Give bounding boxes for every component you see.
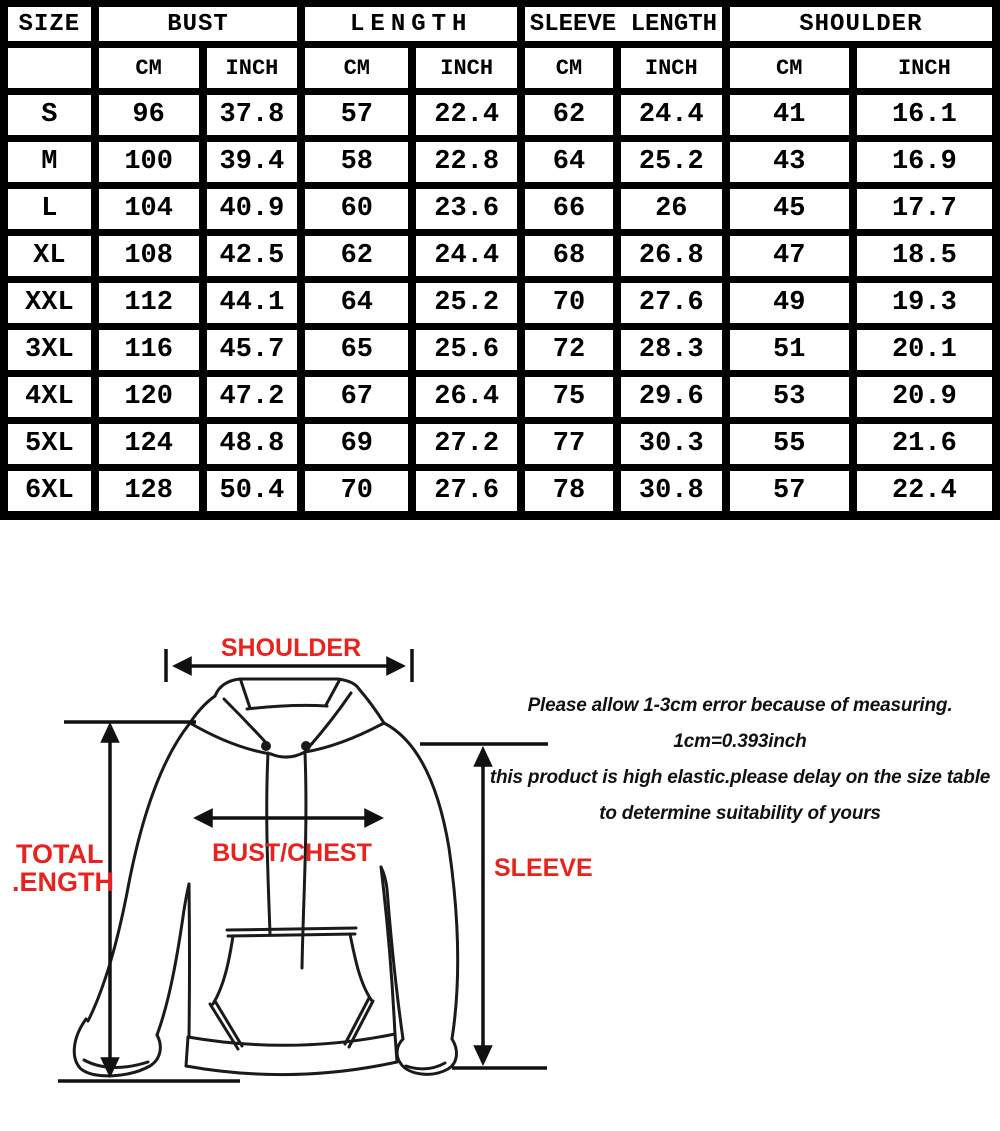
measurement-cell: 120 — [99, 377, 199, 417]
measurement-cell: 128 — [99, 471, 199, 511]
measurement-cell: 21.6 — [857, 424, 992, 464]
size-label-cell: 4XL — [8, 377, 91, 417]
measurement-cell: 108 — [99, 236, 199, 276]
measurement-cell: 27.2 — [416, 424, 517, 464]
total-length-label-line2: .ENGTH — [12, 867, 115, 897]
measurement-cell: 96 — [99, 95, 199, 135]
measurement-cell: 60 — [305, 189, 408, 229]
unit-row — [8, 48, 992, 88]
measurement-cell: 48.8 — [207, 424, 298, 464]
header-group-row — [8, 7, 992, 41]
hood-left-flap-outer — [190, 696, 215, 723]
measurement-cell: 65 — [305, 330, 408, 370]
measurement-cell: 26 — [621, 189, 722, 229]
unit-cell: INCH — [857, 48, 992, 88]
measurement-cell: 62 — [305, 236, 408, 276]
col-sleeve-length: SLEEVE LENGTH — [525, 7, 722, 41]
measurement-cell: 26.8 — [621, 236, 722, 276]
measurement-cell: 50.4 — [207, 471, 298, 511]
measurement-cell: 25.6 — [416, 330, 517, 370]
bust-chest-label: BUST/CHEST — [212, 839, 372, 867]
size-label-cell: M — [8, 142, 91, 182]
measurement-cell: 124 — [99, 424, 199, 464]
hem-top — [188, 1034, 395, 1045]
hood-band-bottom — [247, 705, 327, 709]
measurement-cell: 57 — [730, 471, 849, 511]
size-rows — [8, 95, 992, 511]
measurement-cell: 20.9 — [857, 377, 992, 417]
table-row — [8, 95, 992, 135]
measurement-cell: 40.9 — [207, 189, 298, 229]
measurement-cell: 77 — [525, 424, 613, 464]
measurement-cell: 64 — [305, 283, 408, 323]
size-label-cell: S — [8, 95, 91, 135]
measurement-cell: 67 — [305, 377, 408, 417]
hood-band-left — [241, 681, 250, 708]
table-row — [8, 471, 992, 511]
note-line: this product is high elastic.please delay on the size table — [489, 767, 991, 788]
measurement-cell: 27.6 — [416, 471, 517, 511]
measurement-cell: 45 — [730, 189, 849, 229]
table-row — [8, 236, 992, 276]
unit-cell: CM — [730, 48, 849, 88]
size-label-cell: 3XL — [8, 330, 91, 370]
shoulder-arrowhead-right — [388, 659, 402, 673]
measurement-cell: 17.7 — [857, 189, 992, 229]
measurement-cell: 26.4 — [416, 377, 517, 417]
measurement-cell: 51 — [730, 330, 849, 370]
measurement-cell: 104 — [99, 189, 199, 229]
hood-right-flap-inner — [309, 693, 351, 747]
measurement-cell: 47.2 — [207, 377, 298, 417]
size-label-cell: L — [8, 189, 91, 229]
measurement-cell: 42.5 — [207, 236, 298, 276]
hoodie-measurement-diagram — [0, 560, 1000, 1131]
hem-left-end — [186, 1037, 188, 1066]
measurement-cell: 112 — [99, 283, 199, 323]
measurement-cell: 16.1 — [857, 95, 992, 135]
size-chart-grid — [0, 0, 1000, 518]
pocket-top-line2 — [228, 934, 355, 936]
table-row — [8, 377, 992, 417]
measurement-cell: 23.6 — [416, 189, 517, 229]
col-size: SIZE — [8, 7, 91, 41]
measurement-cell: 68 — [525, 236, 613, 276]
col-bust: BUST — [99, 7, 298, 41]
total-length-label-line1: TOTAL — [16, 839, 104, 869]
note-line: Please allow 1-3cm error because of measuring. — [527, 695, 953, 716]
size-label-cell: XXL — [8, 283, 91, 323]
measurement-cell: 58 — [305, 142, 408, 182]
measurement-cell: 100 — [99, 142, 199, 182]
measurement-cell: 116 — [99, 330, 199, 370]
measurement-cell: 20.1 — [857, 330, 992, 370]
unit-cell: CM — [99, 48, 199, 88]
measurement-cell: 18.5 — [857, 236, 992, 276]
sleeve-arrowhead-up — [476, 750, 490, 765]
measurement-cell: 39.4 — [207, 142, 298, 182]
drawstring-eyelet-left — [263, 743, 270, 750]
unit-cell: CM — [305, 48, 408, 88]
note-line: to determine suitability of yours — [599, 803, 881, 824]
table-row — [8, 330, 992, 370]
pocket-right-side — [350, 934, 372, 1001]
unit-cell: INCH — [207, 48, 298, 88]
table-row — [8, 189, 992, 229]
measurement-cell: 43 — [730, 142, 849, 182]
measurement-cell: 62 — [525, 95, 613, 135]
measurement-cell: 44.1 — [207, 283, 298, 323]
sleeve-arrowhead-down — [476, 1047, 490, 1062]
hood-left-flap-bottom — [190, 723, 271, 754]
measurement-cell: 49 — [730, 283, 849, 323]
sleeve-label: SLEEVE — [494, 854, 593, 882]
neckline — [271, 752, 305, 757]
table-row — [8, 283, 992, 323]
bust-arrowhead-left — [197, 811, 211, 825]
pocket-top-line1 — [227, 928, 356, 930]
measurement-cell: 22.8 — [416, 142, 517, 182]
measurement-cell: 72 — [525, 330, 613, 370]
measurement-cell: 37.8 — [207, 95, 298, 135]
size-label-cell: 5XL — [8, 424, 91, 464]
measurement-cell: 55 — [730, 424, 849, 464]
shoulder-arrowhead-left — [176, 659, 190, 673]
length-arrowhead-down — [103, 1059, 117, 1074]
unit-cell — [8, 48, 91, 88]
length-arrowhead-up — [103, 726, 117, 741]
measurement-cell: 28.3 — [621, 330, 722, 370]
measurement-cell: 25.2 — [621, 142, 722, 182]
shoulder-label: SHOULDER — [220, 634, 362, 662]
hoodie-drawing — [74, 679, 457, 1076]
measurement-cell: 27.6 — [621, 283, 722, 323]
table-row — [8, 142, 992, 182]
measurement-cell: 30.3 — [621, 424, 722, 464]
size-label-cell: 6XL — [8, 471, 91, 511]
measurement-cell: 70 — [525, 283, 613, 323]
body-left-edge — [189, 884, 190, 1037]
col-shoulder: SHOULDER — [730, 7, 992, 41]
measurement-cell: 53 — [730, 377, 849, 417]
measuring-notes — [489, 688, 991, 832]
measurement-cell: 70 — [305, 471, 408, 511]
table-row — [8, 424, 992, 464]
measurement-cell: 45.7 — [207, 330, 298, 370]
measurement-cell: 25.2 — [416, 283, 517, 323]
unit-cell: INCH — [621, 48, 722, 88]
hood-band-right — [326, 681, 339, 705]
note-line: 1cm=0.393inch — [673, 731, 807, 752]
left-sleeve-inner — [157, 884, 189, 1035]
drawstring-eyelet-right — [303, 743, 310, 750]
unit-cell: INCH — [416, 48, 517, 88]
measurement-cell: 29.6 — [621, 377, 722, 417]
unit-cell: CM — [525, 48, 613, 88]
measurement-cell: 24.4 — [621, 95, 722, 135]
measurement-cell: 19.3 — [857, 283, 992, 323]
measurement-cell: 57 — [305, 95, 408, 135]
measurement-cell: 16.9 — [857, 142, 992, 182]
pocket-left-slant2 — [215, 1001, 242, 1046]
measurement-cell: 24.4 — [416, 236, 517, 276]
measurement-cell: 22.4 — [416, 95, 517, 135]
measurement-cell: 22.4 — [857, 471, 992, 511]
pocket-right-slant2 — [345, 998, 369, 1044]
pocket-left-side — [213, 936, 233, 1004]
hood-right-flap-outer — [359, 689, 384, 723]
right-cuff-inner — [406, 1063, 445, 1069]
measurement-cell: 69 — [305, 424, 408, 464]
measurement-cell: 41 — [730, 95, 849, 135]
size-label-cell: XL — [8, 236, 91, 276]
measurement-cell: 75 — [525, 377, 613, 417]
measurement-cell: 78 — [525, 471, 613, 511]
bust-arrowhead-right — [366, 811, 380, 825]
right-sleeve-outer — [384, 723, 458, 1039]
size-chart-table — [0, 0, 1000, 520]
measurement-cell: 66 — [525, 189, 613, 229]
measurement-cell: 64 — [525, 142, 613, 182]
measurement-cell: 30.8 — [621, 471, 722, 511]
measurement-cell: 47 — [730, 236, 849, 276]
hem-bottom — [186, 1062, 397, 1075]
hem-right-end — [395, 1034, 397, 1062]
col-length: LENGTH — [305, 7, 517, 41]
